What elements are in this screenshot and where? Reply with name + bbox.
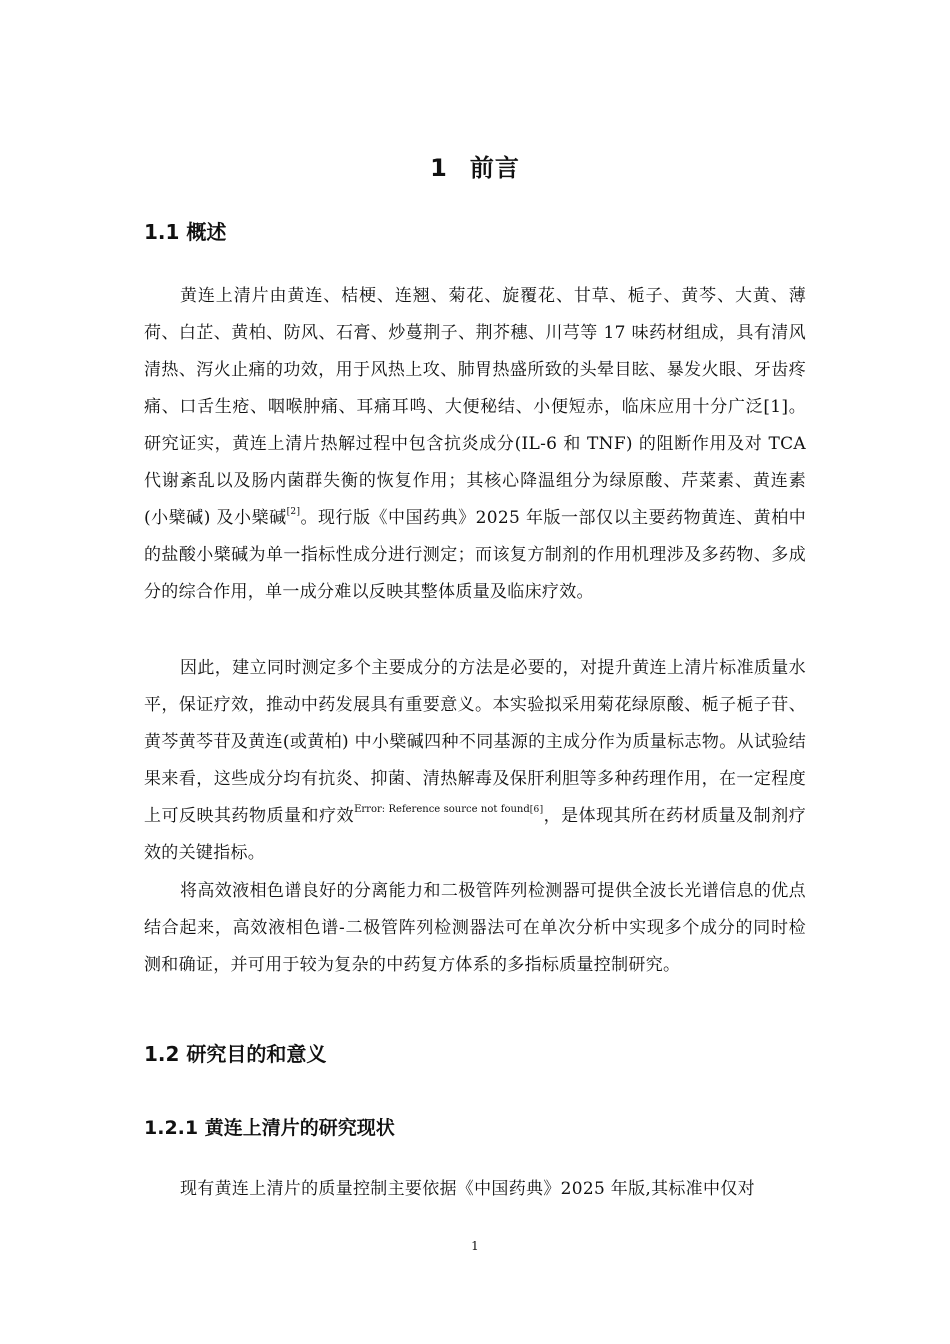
paragraph-text: 黄连上清片由黄连、桔梗、连翘、菊花、旋覆花、甘草、栀子、黄芩、大黄、薄荷、白芷、黄柏、防风、石膏、炒蔓荆子、荆芥穗、川芎等 17 味药材组成，具有清风清热、泻火止痛的功效，用于风热上攻、肺胃热盛所致的头晕目眩、暴发火眼、牙齿疼痛、口舌生疮、咽喉肿痛、耳痛耳鸣、大便秘结、小便短赤，临床应用十分广泛[1]。研究证实，黄连上清片热解过程中包含抗炎成分(IL-6 和 TNF) 的阻断作用及对 TCA 代谢紊乱以及肠内菌群失衡的恢复作用；其核心降温组分为绿原酸、芹菜素、黄连素(小檗碱) 及小檗碱 bbox=[144, 286, 806, 528]
chapter-title-text: 前言 bbox=[469, 154, 520, 182]
chapter-number: 1 bbox=[430, 154, 448, 182]
section-heading-1-2-1: 1.2.1 黄连上清片的研究现状 bbox=[144, 1117, 395, 1139]
paragraph-overview-1 bbox=[144, 278, 806, 611]
broken-reference: Error: Reference source not found bbox=[354, 804, 530, 815]
chapter-title bbox=[0, 150, 950, 186]
paragraph-text: ，是体现其所在药材质量及制剂疗效的关键指标。 bbox=[144, 806, 806, 863]
citation-ref: [2] bbox=[286, 507, 301, 517]
paragraph-research-status: 现有黄连上清片的质量控制主要依据《中国药典》2025 年版,其标准中仅对 bbox=[180, 1179, 755, 1199]
citation-ref: [6] bbox=[529, 805, 544, 815]
page-number: 1 bbox=[471, 1239, 479, 1253]
paragraph-text: 因此，建立同时测定多个主要成分的方法是必要的，对提升黄连上清片标准质量水平，保证疗效，推动中药发展具有重要意义。本实验拟采用菊花绿原酸、栀子栀子苷、黄芩黄芩苷及黄连(或黄柏) 中小檗碱四种不同基源的主成分作为质量标志物。从试验结果来看，这些成分均有抗炎、抑菌、清热解毒及保肝利胆等多种药理作用，在一定程度上可反映其药物质量和疗效 bbox=[144, 658, 806, 826]
section-heading-1-2: 1.2 研究目的和意义 bbox=[144, 1042, 327, 1066]
paragraph-text: 。现行版《中国药典》2025 年版一部仅以主要药物黄连、黄柏中的盐酸小檗碱为单一指标性成分进行测定；而该复方制剂的作用机理涉及多药物、多成分的综合作用，单一成分难以反映其整体质量及临床疗效。 bbox=[144, 508, 807, 602]
paragraph-overview-2 bbox=[144, 650, 806, 872]
section-heading-1-1: 1.1 概述 bbox=[144, 220, 227, 244]
paragraph-overview-3: 将高效液相色谱良好的分离能力和二极管阵列检测器可提供全波长光谱信息的优点结合起来，高效液相色谱-二极管阵列检测器法可在单次分析中实现多个成分的同时检测和确证，并可用于较为复杂的中药复方体系的多指标质量控制研究。 bbox=[144, 881, 806, 975]
